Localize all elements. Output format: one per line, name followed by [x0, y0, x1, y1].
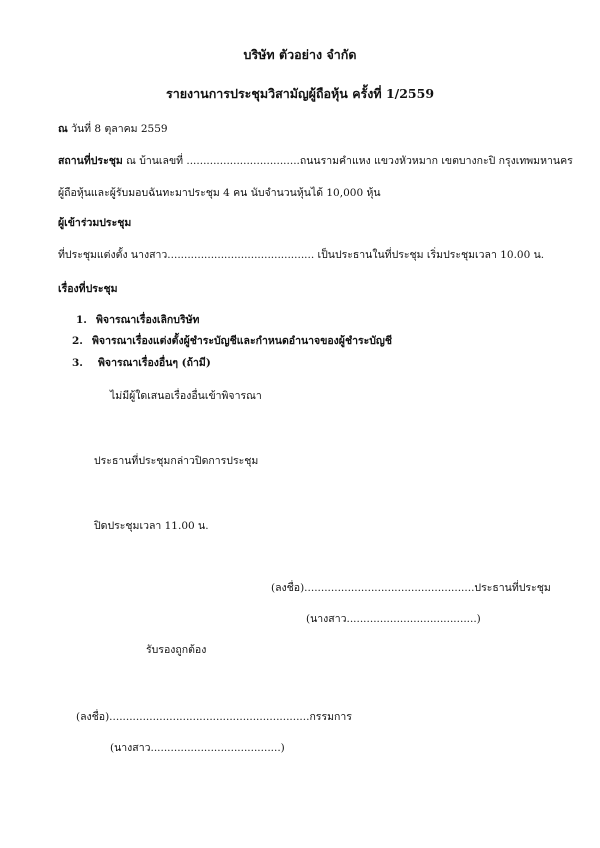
place-text: ณ บ้านเลขที่ ..................................ถนนรามคำแหง แขวงหัวหมาก เขตบางกะปิ กรุงเทพมหานคร	[126, 155, 573, 167]
chair-name-line: (นางสาว.......................................)	[306, 613, 481, 625]
chair-signature-line: (ลงชื่อ)...................................................ประธานที่ประชุม	[271, 582, 551, 594]
agenda-item-number: 2.	[72, 335, 83, 347]
meeting-place	[58, 154, 573, 168]
meeting-date	[58, 122, 168, 136]
agenda-item	[72, 356, 211, 370]
agenda-item	[72, 334, 392, 348]
agenda-item-text: พิจารณาเรื่องเลิกบริษัท	[96, 314, 200, 326]
no-other-matters: ไม่มีผู้ใดเสนอเรื่องอื่นเข้าพิจารณา	[110, 390, 262, 402]
report-title: รายงานการประชุมวิสามัญผู้ถือหุ้น ครั้งที่ 1/2559	[165, 86, 435, 101]
agenda-item-text: พิจารณาเรื่องอื่นๆ (ถ้ามี)	[98, 357, 211, 369]
agenda-item-number: 3.	[72, 357, 83, 369]
attendees-heading: ผู้เข้าร่วมประชุม	[58, 217, 132, 229]
attendees-text: ที่ประชุมแต่งตั้ง นางสาว............................................ เป็นประธานในที่ประชุม เริ่มประชุมเวลา 10.00 น.	[58, 249, 545, 261]
agenda-item-number: 1.	[76, 314, 87, 326]
date-text: วันที่ 8 ตุลาคม 2559	[71, 123, 168, 135]
closing-time: ปิดประชุมเวลา 11.00 น.	[94, 520, 209, 532]
director-name-line: (นางสาว.......................................)	[110, 742, 285, 754]
agenda-heading: เรื่องที่ประชุม	[58, 283, 118, 295]
agenda-item-text: พิจารณาเรื่องแต่งตั้งผู้ชำระบัญชีและกำหนดอำนาจของผู้ชำระบัญชี	[92, 335, 393, 347]
director-signature-line: (ลงชื่อ)............................................................กรรมการ	[76, 711, 352, 723]
chair-closing-text: ประธานที่ประชุมกล่าวปิดการประชุม	[94, 455, 259, 467]
attendance-text: ผู้ถือหุ้นและผู้รับมอบฉันทะมาประชุม 4 คน นับจำนวนหุ้นได้ 10,000 หุ้น	[58, 187, 381, 199]
certified-text: รับรองถูกต้อง	[146, 644, 207, 656]
date-label: ณ	[58, 123, 68, 135]
company-name: บริษัท ตัวอย่าง จำกัด	[243, 47, 357, 62]
agenda-item	[76, 313, 199, 327]
place-label: สถานที่ประชุม	[58, 155, 123, 167]
